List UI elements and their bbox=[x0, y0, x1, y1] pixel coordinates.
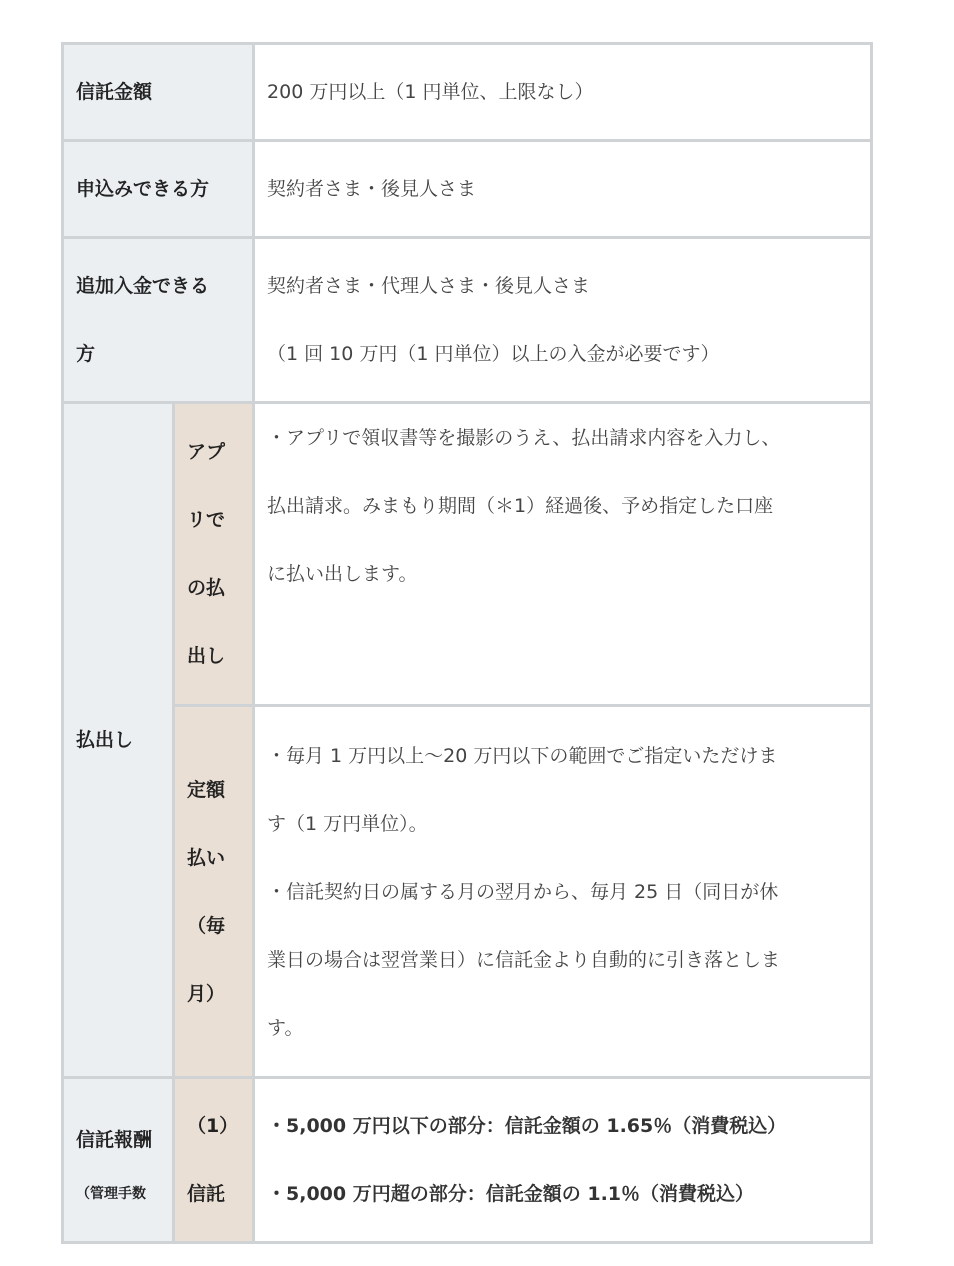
row-withdrawal-monthly bbox=[63, 706, 872, 1078]
row-additional-deposit bbox=[63, 238, 872, 403]
row-trust-amount bbox=[63, 44, 872, 141]
sub-label-line: 払い bbox=[187, 846, 226, 869]
row-label-line: 方 bbox=[76, 343, 96, 365]
sub-label-line: アプ bbox=[187, 441, 226, 463]
value-line: ・信託契約日の属する月の翌月から、毎月 25 日（同日が休 bbox=[267, 880, 779, 903]
row-label-note: （管理手数 bbox=[76, 1186, 146, 1202]
sub-label-line: リで bbox=[187, 509, 226, 531]
value-line: す。 bbox=[267, 1016, 304, 1039]
row-label bbox=[63, 1078, 174, 1243]
value-line: ・5,000 万円超の部分：信託金額の 1.1％（消費税込） bbox=[267, 1183, 755, 1205]
row-value bbox=[254, 706, 872, 1078]
row-label-line: 追加入金できる bbox=[76, 275, 210, 297]
row-value bbox=[254, 238, 872, 403]
value-line: 業日の場合は翌営業日）に信託金より自動的に引き落としま bbox=[267, 948, 781, 971]
sub-label-line: 月） bbox=[187, 982, 226, 1005]
sub-label-line: 信託 bbox=[187, 1183, 226, 1205]
row-value: 200 万円以上（1 円単位、上限なし） bbox=[254, 44, 872, 141]
row-label bbox=[63, 238, 254, 403]
row-applicant bbox=[63, 141, 872, 238]
row-label: 払出し bbox=[63, 403, 174, 1078]
sub-label-line: 出し bbox=[187, 645, 226, 667]
value-line: 払出請求。みまもり期間（＊1）経過後、予め指定した口座 bbox=[267, 495, 774, 517]
row-value bbox=[254, 403, 872, 706]
sub-label bbox=[174, 1078, 254, 1243]
sub-label-line: （1） bbox=[187, 1115, 239, 1137]
sub-label bbox=[174, 706, 254, 1078]
row-label-line: 信託報酬 bbox=[76, 1129, 153, 1151]
sub-label-line: の払 bbox=[187, 577, 226, 599]
row-value: 契約者さま・後見人さま bbox=[254, 141, 872, 238]
value-line: ・アプリで領収書等を撮影のうえ、払出請求内容を入力し、 bbox=[267, 427, 781, 449]
sub-label bbox=[174, 403, 254, 706]
value-line: ・5,000 万円以下の部分：信託金額の 1.65％（消費税込） bbox=[267, 1115, 787, 1137]
sub-label-line: （毎 bbox=[187, 914, 226, 937]
trust-spec-table bbox=[61, 42, 873, 1244]
value-line: す（1 万円単位）。 bbox=[267, 812, 428, 835]
row-value bbox=[254, 1078, 872, 1243]
row-label: 申込みできる方 bbox=[63, 141, 254, 238]
value-line: （1 回 10 万円（1 円単位）以上の入金が必要です） bbox=[267, 343, 720, 365]
value-line: ・毎月 1 万円以上～20 万円以下の範囲でご指定いただけま bbox=[267, 744, 778, 767]
row-label: 信託金額 bbox=[63, 44, 254, 141]
row-withdrawal-app bbox=[63, 403, 872, 706]
row-trust-fee bbox=[63, 1078, 872, 1243]
value-line: 契約者さま・代理人さま・後見人さま bbox=[267, 275, 591, 297]
sub-label-line: 定額 bbox=[187, 778, 226, 801]
value-line: に払い出します。 bbox=[267, 563, 418, 585]
